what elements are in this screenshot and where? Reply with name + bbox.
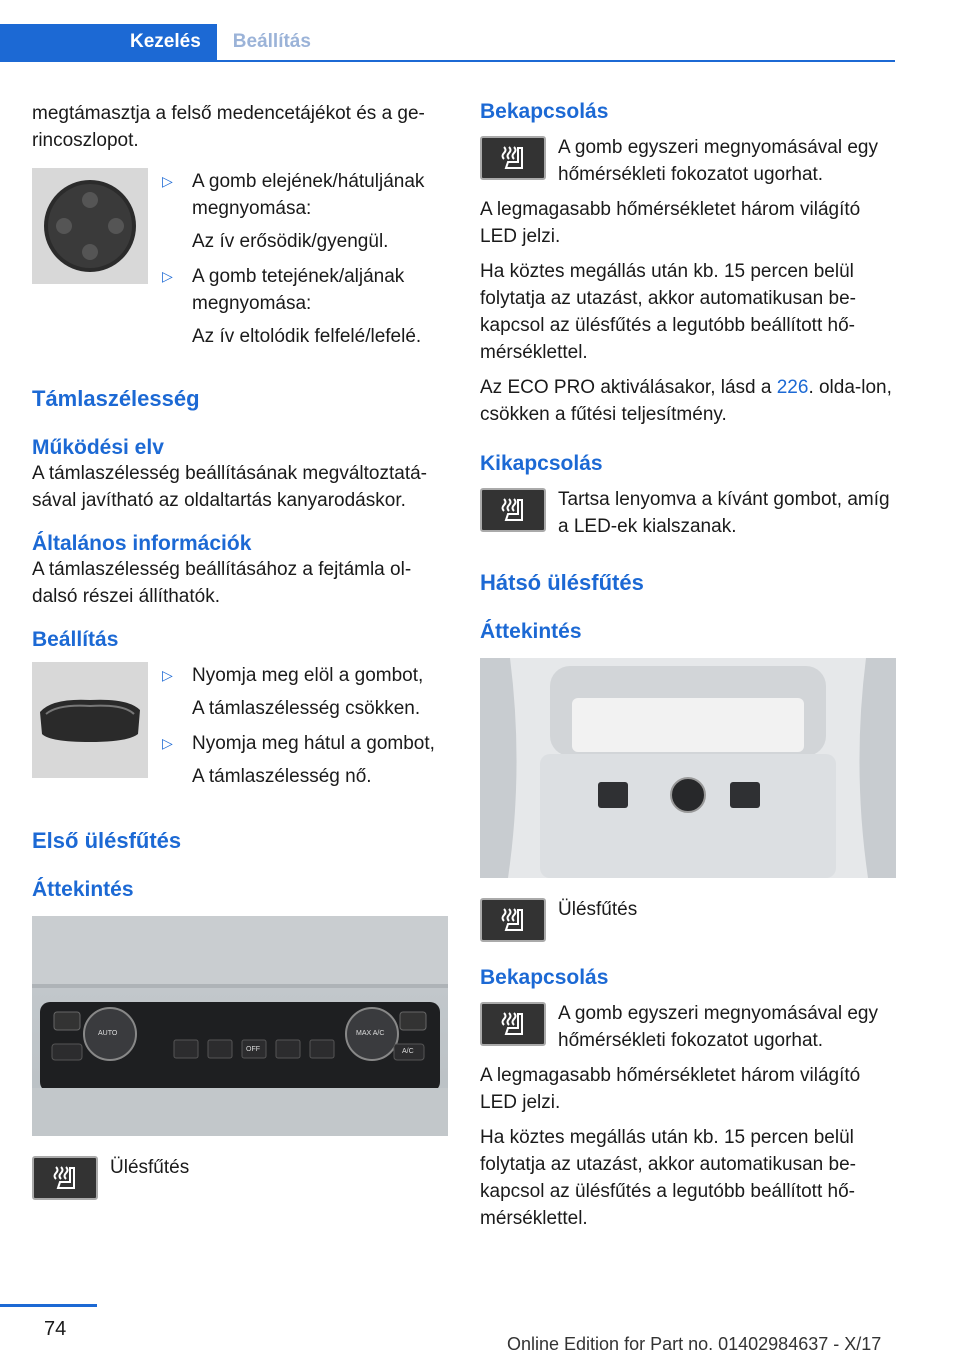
right-column — [480, 100, 896, 1240]
tab-kezeles[interactable]: Kezelés — [0, 24, 217, 60]
list-item: ▷ Nyomja meg hátul a gombot, — [162, 730, 448, 757]
heading-altalanos: Általános információk — [32, 532, 252, 555]
list-item-result: A támlaszélesség csökken. — [192, 698, 421, 719]
width-section — [32, 662, 448, 798]
heading-bekapcsolas: Bekapcsolás — [480, 100, 609, 123]
seat-heating-icon — [500, 1010, 526, 1036]
resume-text-2: Ha köztes megállás után kb. 15 percen belül folytatja az utazást, akkor automatikusan be-kapcsol az ülésfűtés a legutóbb beállított hő-mérséklettel. — [480, 1127, 856, 1229]
heading-mukodesi-elv: Működési elv — [32, 436, 164, 459]
list-item-result: Az ív erősödik/gyengül. — [192, 231, 389, 252]
width-bullets — [162, 662, 448, 798]
climate-panel-photo — [32, 916, 448, 1136]
seat-heating-button — [480, 898, 546, 942]
eco-pro-text: Az ECO PRO aktiválásakor, lásd a 226. olda-lon, csökken a fűtési teljesítmény. — [480, 377, 892, 425]
tab-beallitas[interactable]: Beállítás — [232, 31, 311, 52]
width-rocker-icon — [32, 662, 148, 778]
heading-hatso-ulesfutes: Hátsó ülésfűtés — [480, 570, 644, 595]
heading-attekintes: Áttekintés — [480, 620, 582, 643]
seat-heating-icon — [500, 906, 526, 932]
seat-heating-caption: Ülésfűtés — [558, 899, 638, 920]
heading-elso-ulesfutes: Első ülésfűtés — [32, 828, 182, 853]
width-button-image — [32, 662, 148, 778]
header-tabs — [0, 24, 327, 62]
ac-label: A/C — [402, 1048, 414, 1055]
header-rule — [0, 60, 895, 62]
seat-heating-icon — [500, 496, 526, 522]
on2-instruction: A gomb egyszeri megnyomásával egy hőmérsékleti fokozatot ugorhat. — [480, 1000, 896, 1054]
seat-heating-button — [480, 1002, 546, 1046]
rear-console-photo — [480, 658, 896, 878]
list-item-result: Az ív eltolódik felfelé/lefelé. — [192, 326, 422, 347]
general-text: A támlaszélesség beállításához a fejtámla ol-dalsó részei állíthatók. — [32, 559, 412, 607]
triangle-icon: ▷ — [162, 173, 173, 189]
seat-heating-button — [480, 488, 546, 532]
seat-heating-button — [32, 1156, 98, 1200]
seat-heating-button — [480, 136, 546, 180]
seat-heating-icon — [500, 144, 526, 170]
resume-text: Ha köztes megállás után kb. 15 percen belül folytatja az utazást, akkor automatikusan be-kapcsol az ülésfűtés a legutóbb beállított hő-mérséklettel. — [480, 261, 856, 363]
auto-label: AUTO — [98, 1030, 118, 1037]
triangle-icon: ▷ — [162, 735, 173, 751]
max-ac-label: MAX A/C — [356, 1030, 385, 1037]
heading-kikapcsolas: Kikapcsolás — [480, 452, 603, 475]
off-instruction: Tartsa lenyomva a kívánt gombot, amíg a LED-ek kialszanak. — [480, 486, 896, 540]
list-item: ▷ A gomb tetejének/aljának megnyomása: — [162, 263, 448, 317]
page-link[interactable]: 226 — [776, 377, 809, 398]
led-text: A legmagasabb hőmérsékletet három világító LED jelzi. — [480, 199, 861, 247]
heading-tamlaszelesseg: Támlaszélesség — [32, 386, 200, 411]
seat-heating-caption: Ülésfűtés — [110, 1157, 190, 1178]
lumbar-knob-icon — [32, 168, 148, 284]
seat-heating-legend — [32, 1154, 448, 1200]
list-item-result: A támlaszélesség nő. — [192, 766, 372, 787]
list-item: ▷ A gomb elejének/hátuljának megnyomása: — [162, 168, 448, 222]
lumbar-bullets — [162, 168, 448, 358]
triangle-icon: ▷ — [162, 667, 173, 683]
heading-attekintes: Áttekintés — [32, 878, 134, 901]
footer-rule — [0, 1304, 97, 1307]
heading-beallitas: Beállítás — [32, 628, 119, 651]
principle-text: A támlaszélesség beállításának megváltoztatá-sával javítható az oldaltartás kanyarodáskor. — [32, 463, 427, 511]
off-label: OFF — [246, 1046, 260, 1053]
lumbar-section — [32, 168, 448, 358]
edition-text: Online Edition for Part no. 01402984637 - X/17 — [507, 1334, 882, 1354]
page-number: 74 — [44, 1318, 67, 1340]
lumbar-button-image — [32, 168, 148, 284]
on-instruction: A gomb egyszeri megnyomásával egy hőmérsékleti fokozatot ugorhat. — [480, 134, 896, 188]
seat-heating-icon — [52, 1164, 78, 1190]
heading-bekapcsolas-2: Bekapcsolás — [480, 966, 609, 989]
rear-seat-heating-legend — [480, 896, 896, 942]
left-column — [32, 100, 448, 1208]
list-item: ▷ Nyomja meg elöl a gombot, — [162, 662, 448, 689]
triangle-icon: ▷ — [162, 268, 173, 284]
intro-text: megtámasztja a felső medencetájékot és a ge-rincoszlopot. — [32, 103, 425, 151]
led-text-2: A legmagasabb hőmérsékletet három világító LED jelzi. — [480, 1065, 861, 1113]
